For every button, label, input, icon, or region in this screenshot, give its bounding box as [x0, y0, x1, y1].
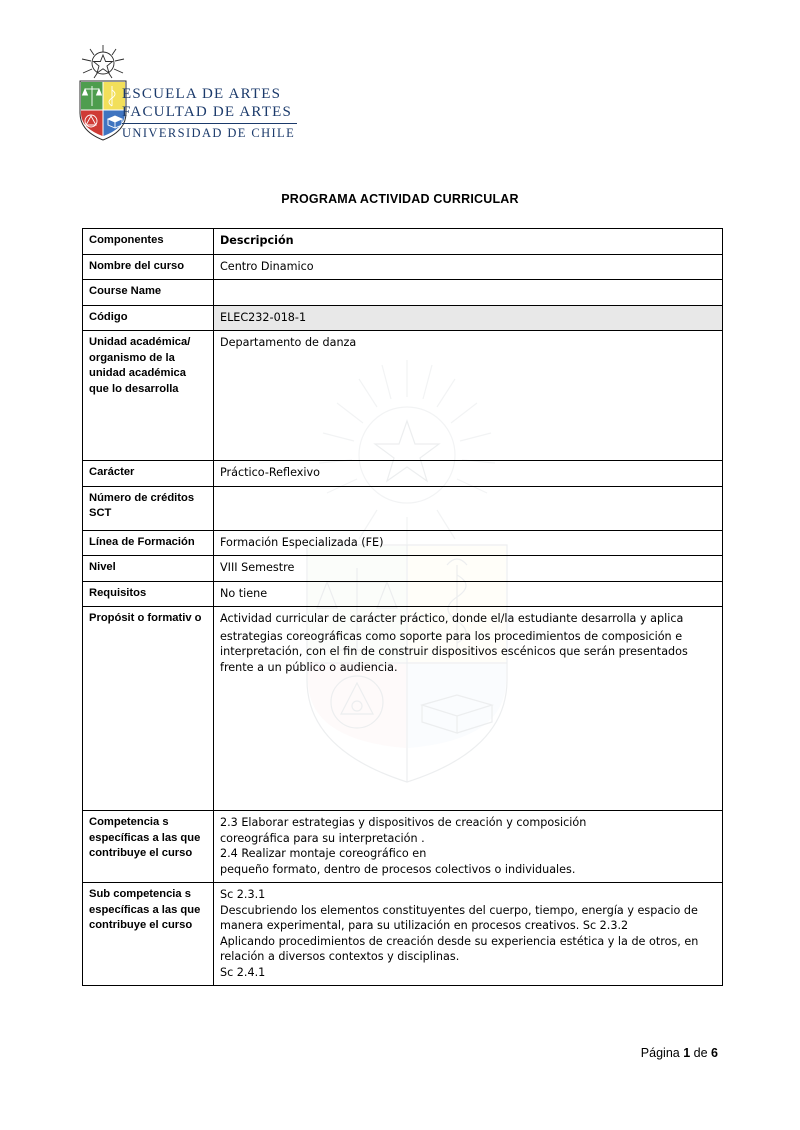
row-value-level: VIII Semestre	[214, 556, 723, 582]
row-key-course-name-es: Nombre del curso	[83, 254, 214, 280]
page-title: PROGRAMA ACTIVIDAD CURRICULAR	[281, 192, 519, 206]
subcompetence-line: Sc 2.4.1	[220, 965, 266, 979]
table-header-row	[83, 229, 723, 255]
row-key-credits: Número de créditos SCT	[83, 486, 214, 530]
row-key-formation-line: Línea de Formación	[83, 530, 214, 556]
competence-line: 2.4 Realizar montaje coreográfico en	[220, 847, 427, 860]
header-cell-component: Componentes	[83, 229, 214, 255]
table-row	[83, 530, 723, 556]
subcompetence-line: Aplicando procedimientos de creación desde su experiencia estética y la de otros, en relación a diversos contextos y disciplinas.	[220, 934, 699, 963]
table-row-competences	[83, 811, 723, 883]
curriculum-table	[82, 228, 723, 986]
row-key-level: Nivel	[83, 556, 214, 582]
row-value-subcompetences	[214, 883, 723, 986]
purpose-paragraph-1: Actividad curricular de carácter práctico, donde el/la estudiante desarrolla y aplica	[220, 612, 684, 625]
row-value-purpose	[214, 607, 723, 811]
row-key-character: Carácter	[83, 461, 214, 487]
table-row-purpose	[83, 607, 723, 811]
school-logo	[74, 45, 294, 150]
logo-divider	[122, 123, 297, 124]
logo-line-escuela: ESCUELA DE ARTES	[122, 86, 282, 102]
logo-line-universidad: UNIVERSIDAD DE CHILE	[122, 126, 296, 140]
purpose-blank-space	[220, 675, 716, 805]
row-value-academic-unit: Departamento de danza	[214, 331, 723, 461]
row-value-competences	[214, 811, 723, 883]
row-value-course-name-en	[214, 280, 723, 306]
row-value-character: Práctico-Reflexivo	[214, 461, 723, 487]
row-value-requirements: No tiene	[214, 581, 723, 607]
curriculum-table-container	[82, 228, 699, 986]
page-footer	[641, 1046, 718, 1060]
table-row	[83, 254, 723, 280]
footer-middle: de	[693, 1046, 708, 1060]
table-row	[83, 486, 723, 530]
table-row	[83, 581, 723, 607]
footer-total-pages: 6	[711, 1046, 718, 1060]
row-key-academic-unit: Unidad académica/ organismo de la unidad académica que lo desarrolla	[83, 331, 214, 461]
row-key-purpose: Propósit o formativ o	[83, 607, 214, 811]
footer-current-page: 1	[683, 1046, 691, 1060]
logo-line-facultad: FACULTAD DE ARTES	[122, 104, 292, 120]
table-row-subcompetences	[83, 883, 723, 986]
table-row	[83, 280, 723, 306]
purpose-paragraph-2: estrategias coreográficas como soporte para los procedimientos de composición e interpretación, con el fin de construir dispositivos escénicos que serán presentados frente a un público o audiencia.	[220, 629, 688, 674]
row-value-code: ELEC232-018-1	[214, 305, 723, 331]
header-cell-description: Descripción	[214, 229, 723, 255]
row-value-course-name-es: Centro Dinamico	[214, 254, 723, 280]
row-key-code: Código	[83, 305, 214, 331]
competence-line: pequeño formato, dentro de procesos colectivos o individuales.	[220, 862, 576, 876]
table-row	[83, 556, 723, 582]
row-value-credits	[214, 486, 723, 530]
table-row	[83, 461, 723, 487]
row-key-requirements: Requisitos	[83, 581, 214, 607]
row-key-subcompetences: Sub competencia s específicas a las que contribuye el curso	[83, 883, 214, 986]
table-row	[83, 305, 723, 331]
subcompetence-line: Sc 2.3.1	[220, 888, 266, 901]
subcompetence-line: Descubriendo los elementos constituyentes del cuerpo, tiempo, energía y espacio de manera experimental, para su utilización en procesos creativos. Sc 2.3.2	[220, 903, 698, 932]
row-key-course-name-en: Course Name	[83, 280, 214, 306]
footer-prefix: Página	[640, 1046, 680, 1060]
row-key-competences: Competencia s específicas a las que contribuye el curso	[83, 811, 214, 883]
competence-line: coreográfica para su interpretación .	[220, 831, 425, 845]
competence-line: 2.3 Elaborar estrategias y dispositivos de creación y composición	[220, 816, 587, 829]
row-value-formation-line: Formación Especializada (FE)	[214, 530, 723, 556]
table-row	[83, 331, 723, 461]
